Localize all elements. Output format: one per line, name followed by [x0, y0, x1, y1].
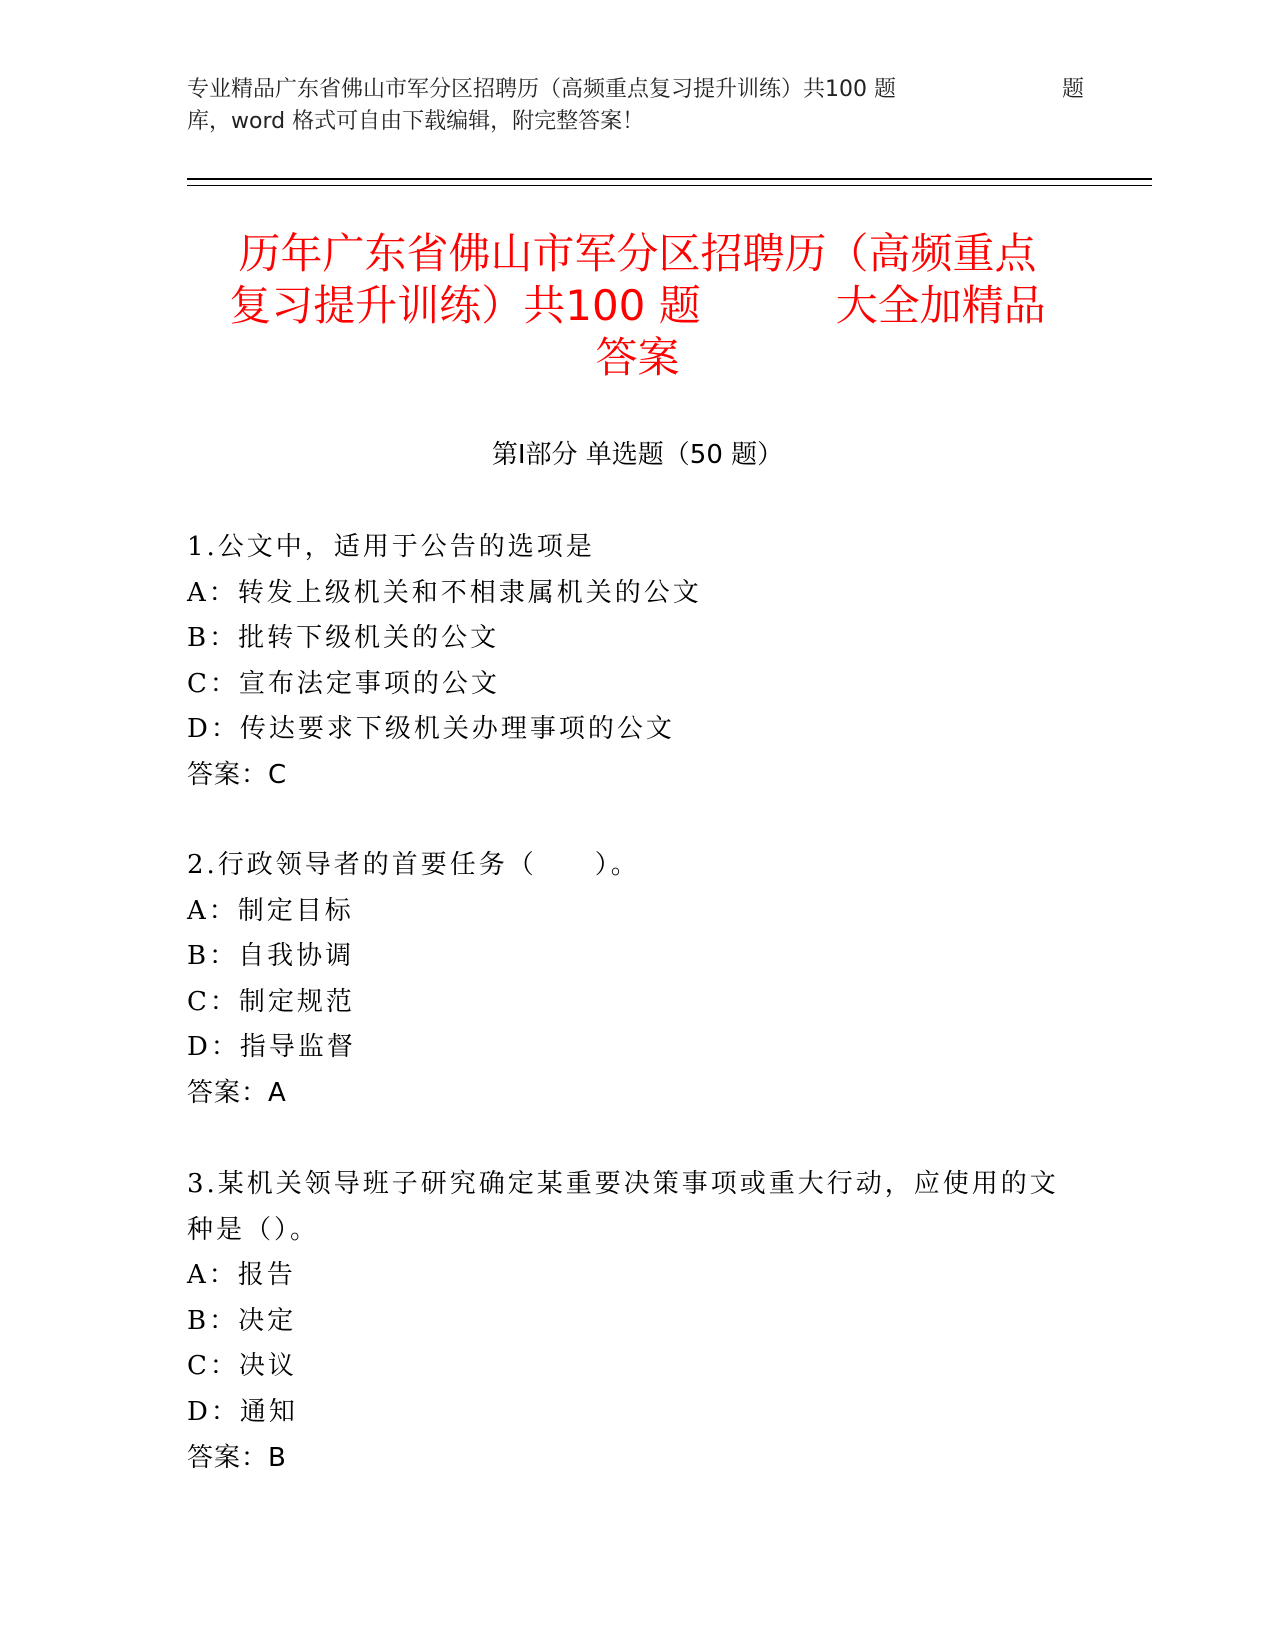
option-b: B：批转下级机关的公文	[187, 623, 500, 654]
header-divider-thick	[187, 178, 1152, 180]
option-d: D：通知	[187, 1396, 298, 1427]
header-text-1-tail: 题	[1062, 77, 1085, 102]
question-1	[187, 525, 1067, 799]
question-2	[187, 843, 1067, 1117]
title-line-2	[190, 280, 1085, 332]
title-line-2-part-a: 复习提升训练）共100 题	[229, 281, 701, 330]
title-line-3: 答案	[595, 333, 680, 382]
header-divider-thin	[187, 185, 1152, 186]
option-a: A：制定目标	[187, 895, 354, 926]
answer: 答案：C	[187, 759, 288, 790]
page-header	[187, 74, 1085, 138]
answer: 答案：B	[187, 1442, 287, 1473]
header-line-2: 库，word 格式可自由下载编辑，附完整答案！	[187, 109, 645, 134]
title-line-2-part-b: 大全加精品	[835, 281, 1046, 330]
option-d: D：传达要求下级机关办理事项的公文	[187, 714, 675, 745]
header-text-1: 专业精品广东省佛山市军分区招聘历（高频重点复习提升训练）共100 题	[187, 77, 896, 102]
option-a: A：报告	[187, 1260, 296, 1291]
section-heading: 第Ⅰ部分 单选题（50 题）	[491, 440, 784, 470]
option-c: C：决议	[187, 1351, 297, 1382]
title-line-1: 历年广东省佛山市军分区招聘历（高频重点	[238, 229, 1037, 278]
question-stem: 2.行政领导者的首要任务（ ）。	[187, 850, 640, 880]
answer: 答案：A	[187, 1077, 287, 1108]
option-c: C：宣布法定事项的公文	[187, 668, 500, 699]
document-title	[190, 228, 1085, 384]
option-b: B：决定	[187, 1305, 297, 1336]
header-line-1	[187, 74, 1085, 106]
question-3	[187, 1162, 1067, 1481]
option-d: D：指导监督	[187, 1032, 356, 1063]
option-a: A：转发上级机关和不相隶属机关的公文	[187, 577, 702, 608]
option-c: C：制定规范	[187, 986, 355, 1017]
option-b: B：自我协调	[187, 941, 355, 972]
question-stem: 3.某机关领导班子研究确定某重要决策事项或重大行动，应使用的文种是（）。	[187, 1169, 1059, 1245]
question-stem: 1.公文中，适用于公告的选项是	[187, 532, 595, 562]
